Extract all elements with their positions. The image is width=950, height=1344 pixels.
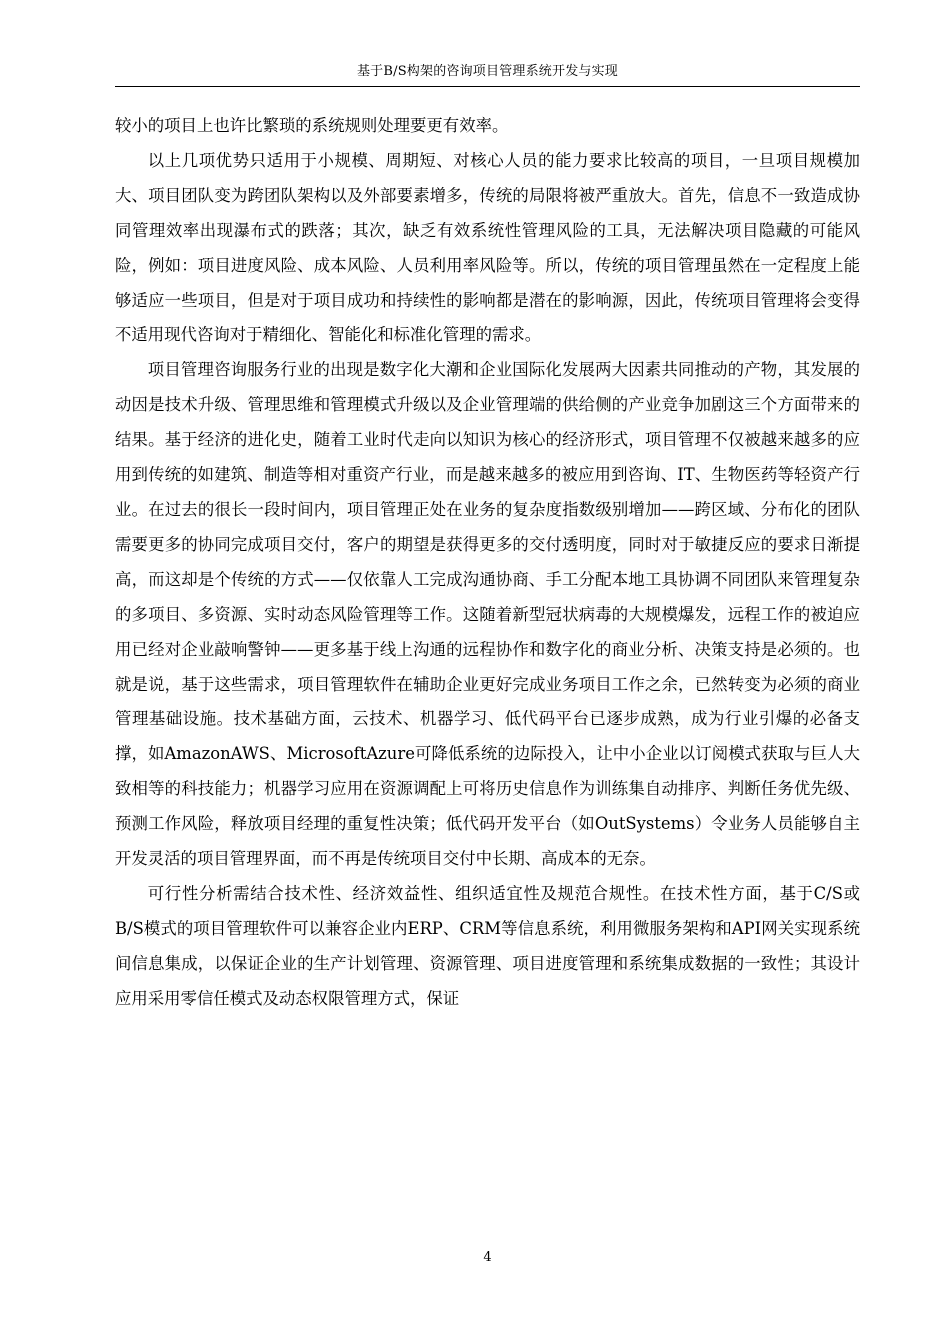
paragraph: 项目管理咨询服务行业的出现是数字化大潮和企业国际化发展两大因素共同推动的产物，其发展的动因是技术升级、管理思维和管理模式升级以及企业管理端的供给侧的产业竞争加剧这三个方面带来的结果。基于经济的进化史，随着工业时代走向以知识为核心的经济形式，项目管理不仅被越来越多的应用到传统的如建筑、制造等相对重资产行业，而是越来越多的被应用到咨询、IT、生物医药等轻资产行业。在过去的很长一段时间内，项目管理正处在业务的复杂度指数级别增加——跨区域、分布化的团队需要更多的协同完成项目交付，客户的期望是获得更多的交付透明度，同时对于敏捷反应的要求日渐提高，而这却是个传统的方式——仅依靠人工完成沟通协商、手工分配本地工具协调不同团队来管理复杂的多项目、多资源、实时动态风险管理等工作。这随着新型冠状病毒的大规模爆发，远程工作的被迫应用已经对企业敲响警钟——更多基于线上沟通的远程协作和数字化的商业分析、决策支持是必须的。也就是说，基于这些需求，项目管理软件在辅助企业更好完成业务项目工作之余，已然转变为必须的商业管理基础设施。技术基础方面，云技术、机器学习、低代码平台已逐步成熟，成为行业引爆的必备支撑，如AmazonAWS、MicrosoftAzure可降低系统的边际投入，让中小企业以订阅模式获取与巨人大致相等的科技能力；机器学习应用在资源调配上可将历史信息作为训练集自动排序、判断任务优先级、预测工作风险，释放项目经理的重复性决策；低代码开发平台（如OutSystems）令业务人员能够自主开发灵活的项目管理界面，而不再是传统项目交付中长期、高成本的无奈。 — [115, 360, 860, 869]
body-text — [115, 109, 860, 1017]
running-header: 基于B/S构架的咨询项目管理系统开发与实现 — [356, 64, 619, 79]
paragraph: 以上几项优势只适用于小规模、周期短、对核心人员的能力要求比较高的项目，一旦项目规模加大、项目团队变为跨团队架构以及外部要素增多，传统的局限将被严重放大。首先，信息不一致造成协同管理效率出现瀑布式的跌落；其次，缺乏有效系统性管理风险的工具，无法解决项目隐藏的可能风险，例如：项目进度风险、成本风险、人员利用率风险等。所以，传统的项目管理虽然在一定程度上能够适应一些项目，但是对于项目成功和持续性的影响都是潜在的影响源，因此，传统项目管理将会变得不适用现代咨询对于精细化、智能化和标准化管理的需求。 — [115, 150, 860, 345]
header-rule — [115, 86, 860, 87]
paragraph-continuation: 较小的项目上也许比繁琐的系统规则处理要更有效率。 — [115, 116, 509, 135]
page-number: 4 — [483, 1250, 492, 1265]
paragraph: 可行性分析需结合技术性、经济效益性、组织适宜性及规范合规性。在技术性方面，基于C/S或B/S模式的项目管理软件可以兼容企业内ERP、CRM等信息系统，利用微服务架构和API网关实现系统间信息集成，以保证企业的生产计划管理、资源管理、项目进度管理和系统集成数据的一致性；其设计应用采用零信任模式及动态权限管理方式，保证 — [115, 883, 860, 1008]
